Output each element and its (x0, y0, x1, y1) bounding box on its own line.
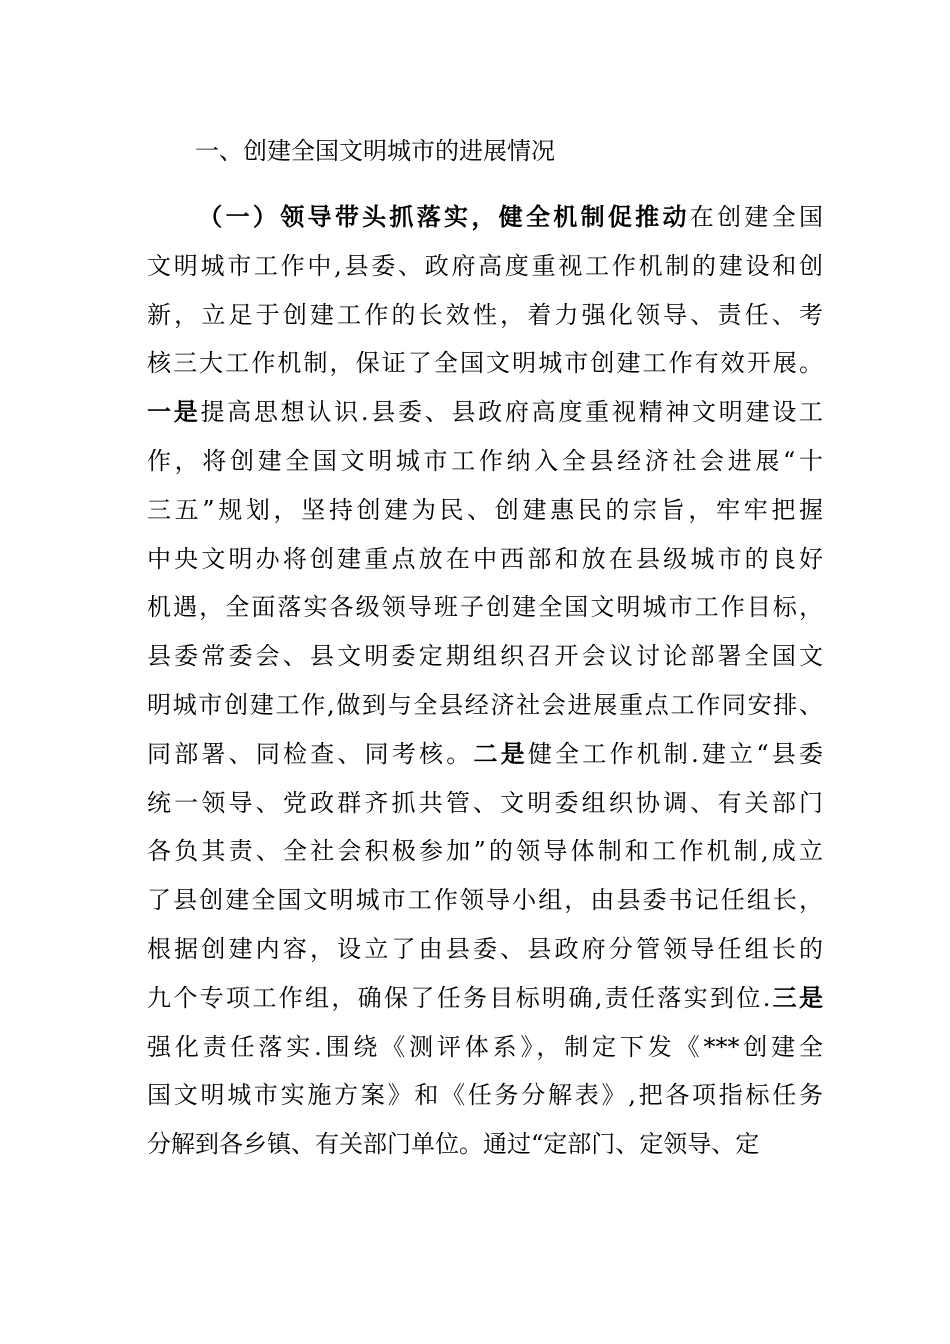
section-heading: 一、创建全国文明城市的进展情况 (195, 137, 555, 165)
paragraph-line: 了县创建全国文明城市工作领导小组，由县委书记任组长， (147, 886, 823, 915)
paragraph-line: 强化责任落实.围绕《测评体系》，制定下发《***创建全 (147, 1032, 823, 1061)
paragraph-line: 分解到各乡镇、有关部门单位。通过“定部门、定领导、定 (147, 1130, 760, 1159)
paragraph-line (147, 193, 823, 242)
marker-one: 一是 (147, 398, 201, 427)
paragraph-line: 新，立足于创建工作的长效性，着力强化领导、责任、考 (147, 300, 823, 329)
paragraph-line: 三五”规划，坚持创建为民、创建惠民的宗旨，牢牢把握 (147, 495, 823, 524)
body-paragraph (147, 193, 823, 1169)
paragraph-line: 根据创建内容，设立了由县委、县政府分管领导任组长的 (147, 934, 823, 963)
line-text: 健全工作机制.建立“县委 (527, 739, 824, 768)
paragraph-line (147, 730, 823, 779)
paragraph-line (147, 974, 823, 1023)
paragraph-line: 机遇，全面落实各级领导班子创建全国文明城市工作目标， (147, 593, 823, 622)
paragraph-line: 国文明城市实施方案》和《任务分解表》,把各项指标任务 (147, 1081, 823, 1110)
line-text: 九个专项工作组，确保了任务目标明确,责任落实到位. (147, 983, 771, 1012)
line-text: 提高思想认识.县委、县政府高度重视精神文明建设工 (200, 398, 823, 427)
marker-two: 二是 (473, 739, 528, 768)
paragraph-line: 中央文明办将创建重点放在中西部和放在县级城市的良好 (147, 544, 823, 573)
paragraph-line: 作，将创建全国文明城市工作纳入全县经济社会进展“十 (147, 446, 823, 475)
paragraph-line: 明城市创建工作,做到与全县经济社会进展重点工作同安排、 (147, 690, 823, 719)
marker-three: 三是 (770, 983, 823, 1012)
paragraph-line: 县委常委会、县文明委定期组织召开会议讨论部署全国文 (147, 642, 823, 671)
line-text: 在创建全国 (689, 203, 823, 231)
paragraph-line: 统一领导、党政群齐抓共管、文明委组织协调、有关部门 (147, 788, 823, 817)
paragraph-line: 核三大工作机制，保证了全国文明城市创建工作有效开展。 (147, 349, 823, 378)
line-text: 同部署、同检查、同考核。 (147, 739, 474, 768)
paragraph-line: 文明城市工作中,县委、政府高度重视工作机制的建设和创 (147, 251, 823, 280)
paragraph-line: 各负其责、全社会积极参加”的领导体制和工作机制,成立 (147, 837, 823, 866)
sub-heading: （一）领导带头抓落实，健全机制促推动 (195, 203, 690, 231)
paragraph-line (147, 388, 823, 437)
